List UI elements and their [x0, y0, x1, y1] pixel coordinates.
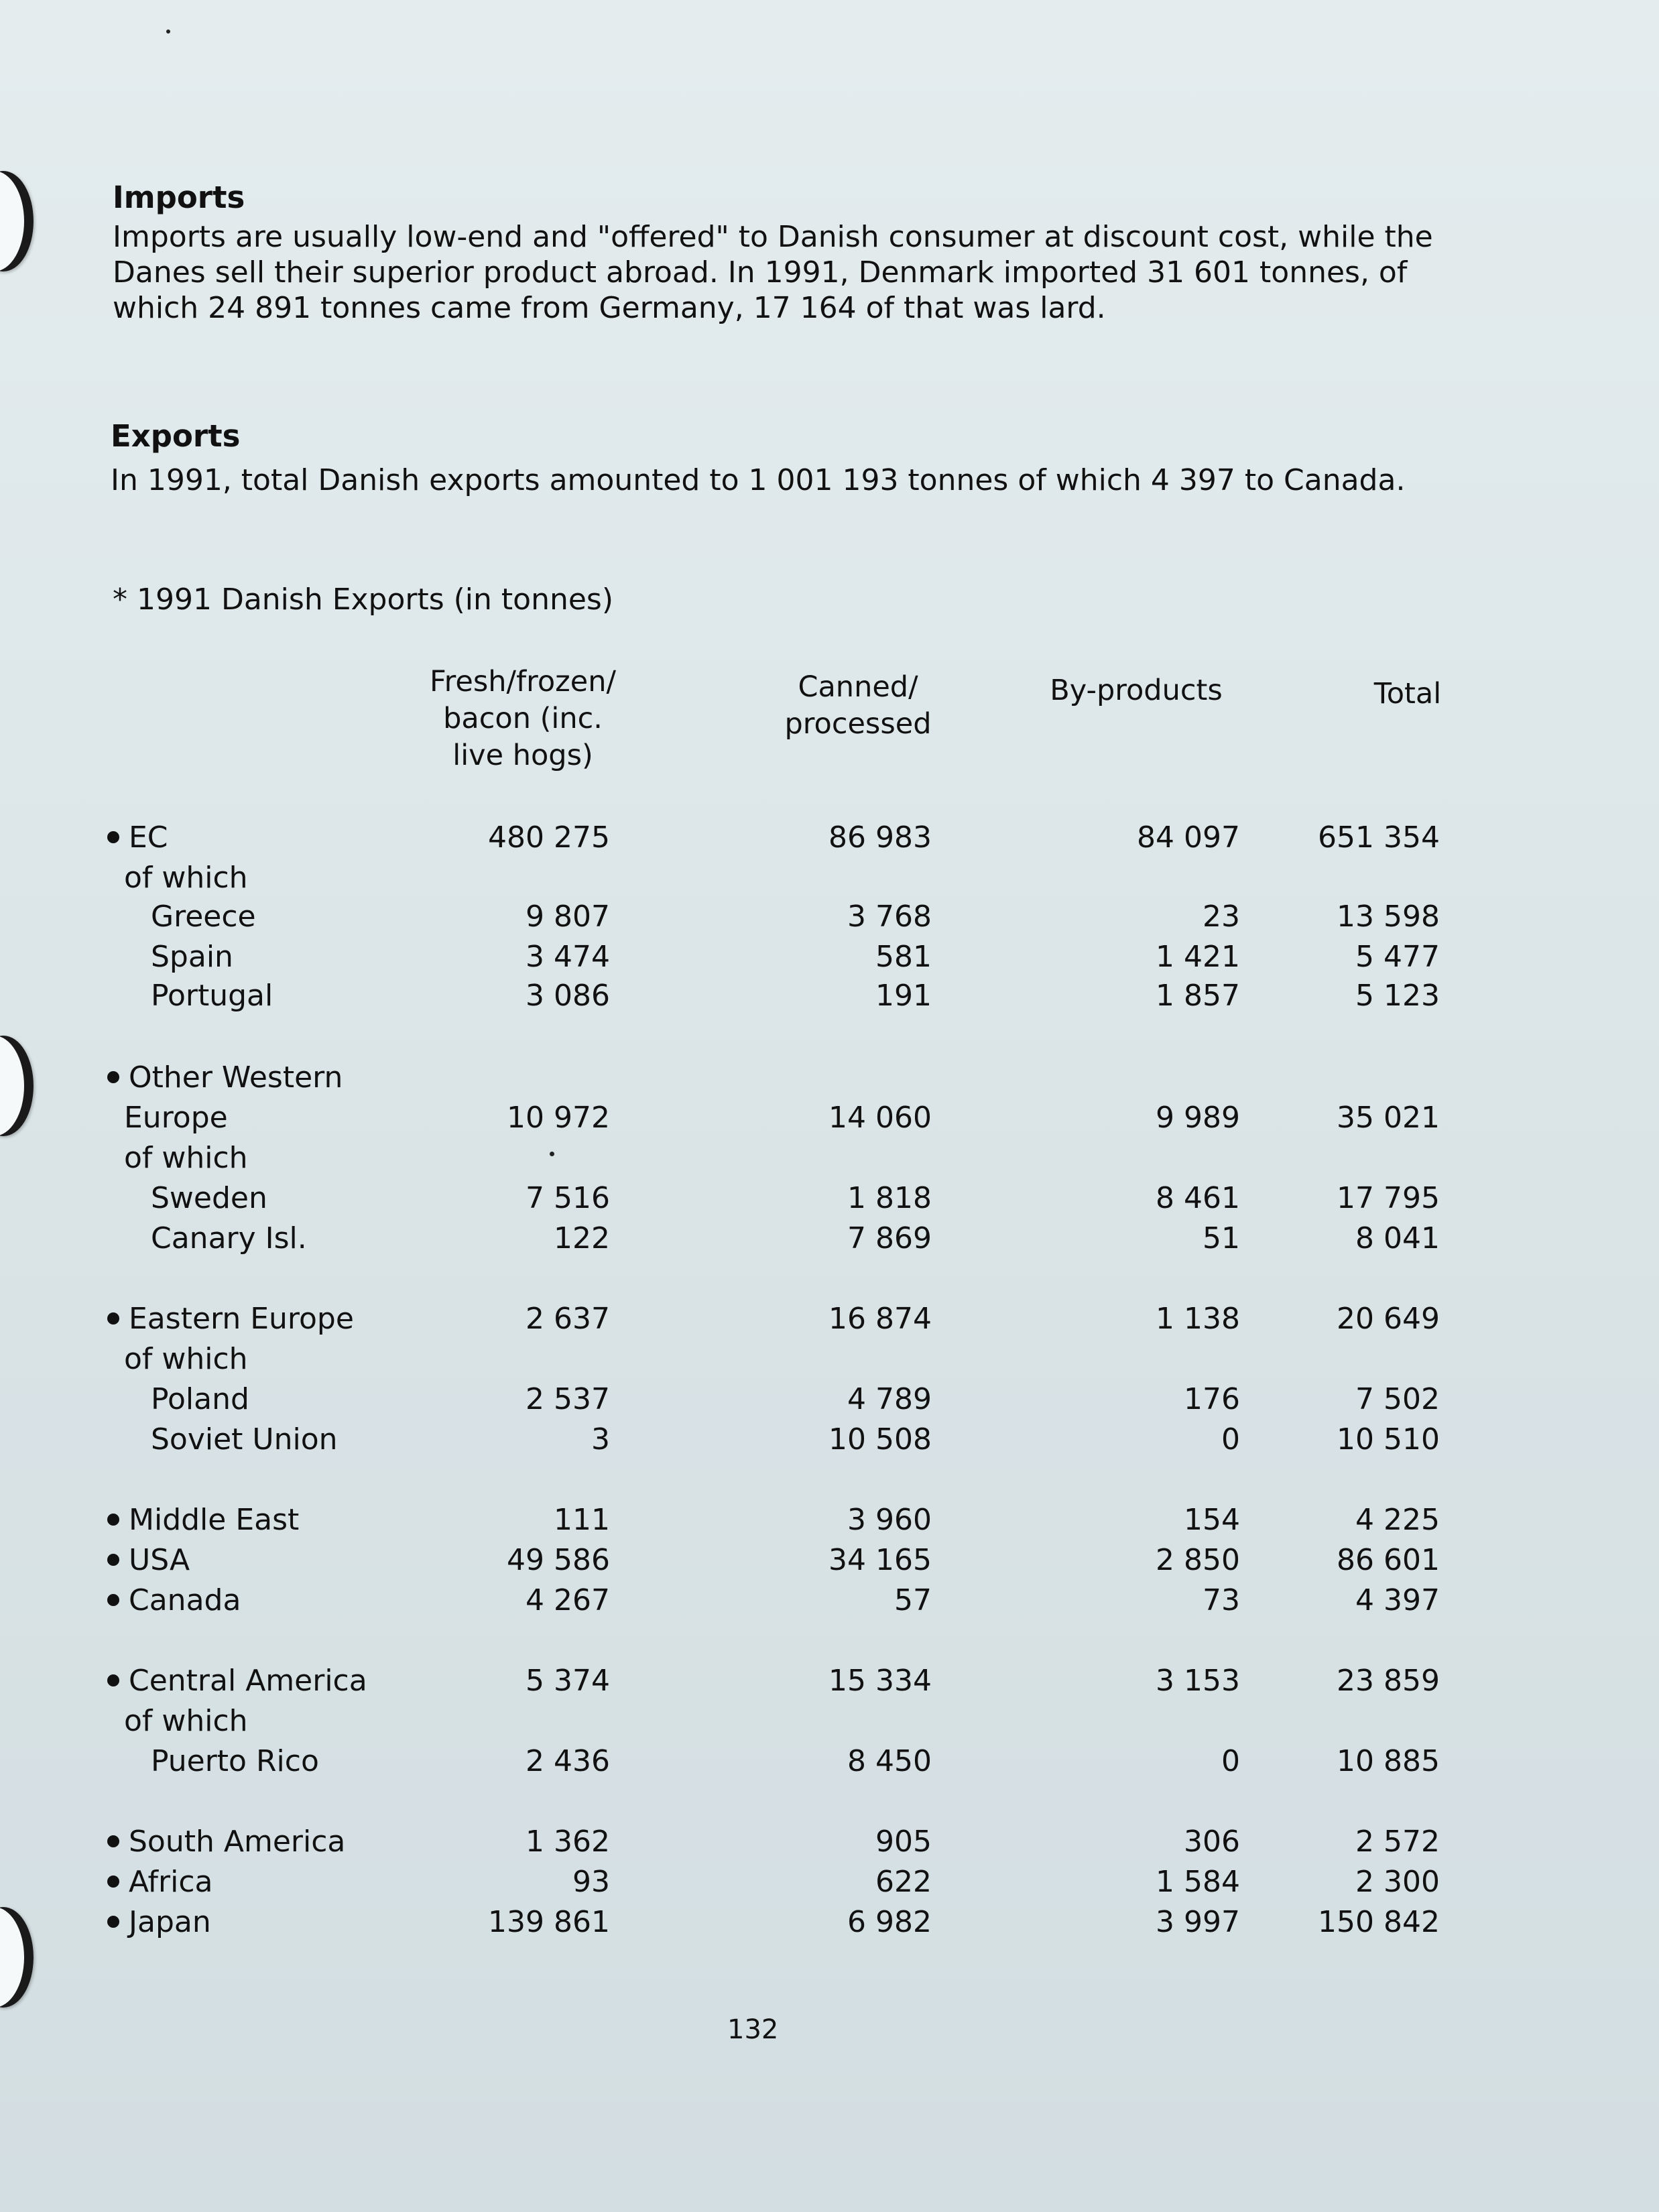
- cell-canned: 622: [875, 1865, 932, 1899]
- page-number: 132: [727, 2014, 779, 2045]
- row-label-text: Greece: [151, 900, 256, 934]
- cell-total: 17 795: [1337, 1181, 1440, 1215]
- row-label: [151, 937, 233, 977]
- cell-total: 4 225: [1355, 1503, 1440, 1537]
- row-label: [151, 976, 273, 1016]
- cell-total: 20 649: [1337, 1302, 1440, 1336]
- row-label-text: Spain: [151, 940, 233, 974]
- cell-fresh: 2 537: [526, 1382, 610, 1416]
- table-row: [0, 1581, 1659, 1621]
- cell-by-products: 9 989: [1156, 1101, 1240, 1135]
- cell-by-products: 3 997: [1156, 1905, 1240, 1939]
- row-label: [151, 1741, 319, 1782]
- row-label: [107, 1299, 354, 1339]
- imports-paragraph: Imports are usually low-end and "offered" to Danish consumer at discount cost, while the Danes sell their superior product abroad. In 1991, Denmark imported 31 601 tonnes, of which 24 891 tonnes came from Germany, 17 164 of that was lard.: [113, 220, 1433, 325]
- table-row: [0, 1500, 1659, 1540]
- column-header-line: bacon (inc.: [443, 702, 603, 735]
- exports-paragraph: In 1991, total Danish exports amounted to 1 001 193 tonnes of which 4 397 to Canada.: [111, 463, 1406, 497]
- row-label: [107, 1902, 211, 1943]
- table-row: [0, 1540, 1659, 1581]
- exports-heading: Exports: [111, 418, 241, 454]
- imports-heading: Imports: [113, 180, 245, 215]
- cell-by-products: 84 097: [1137, 820, 1240, 855]
- row-label-text: Soviet Union: [151, 1422, 338, 1457]
- row-label-text: USA: [129, 1543, 190, 1577]
- cell-canned: 4 789: [847, 1382, 932, 1416]
- row-label: [124, 1098, 228, 1138]
- cell-by-products: 0: [1221, 1422, 1240, 1457]
- cell-canned: 3 960: [847, 1503, 932, 1537]
- table-row: [0, 858, 1659, 898]
- cell-canned: 57: [894, 1583, 932, 1617]
- table-row: [0, 1379, 1659, 1420]
- row-label-text: Middle East: [129, 1503, 300, 1537]
- cell-canned: 16 874: [828, 1302, 932, 1336]
- row-label: [107, 1058, 343, 1098]
- bullet-icon: [107, 1514, 119, 1526]
- row-label-text: Puerto Rico: [151, 1744, 319, 1778]
- table-row: [0, 937, 1659, 977]
- cell-by-products: 2 850: [1156, 1543, 1240, 1577]
- row-label: [151, 1178, 267, 1219]
- row-label: [151, 1420, 338, 1460]
- cell-total: 7 502: [1355, 1382, 1440, 1416]
- table-row: [0, 1701, 1659, 1741]
- cell-total: 8 041: [1355, 1221, 1440, 1255]
- cell-fresh: 1 362: [526, 1825, 610, 1859]
- row-label-text: Canada: [129, 1583, 241, 1617]
- cell-canned: 905: [875, 1825, 932, 1859]
- row-label-text: EC: [129, 820, 168, 855]
- column-header-line: processed: [784, 707, 932, 741]
- cell-by-products: 1 421: [1156, 940, 1240, 974]
- column-header-total: Total: [1373, 677, 1442, 711]
- column-header-canned: [751, 669, 965, 743]
- cell-total: 23 859: [1337, 1664, 1440, 1698]
- cell-fresh: 3: [591, 1422, 610, 1457]
- cell-fresh: 10 972: [507, 1101, 610, 1135]
- cell-fresh: 2 637: [526, 1302, 610, 1336]
- row-label-text: Central America: [129, 1664, 367, 1698]
- column-header-fresh: [402, 664, 643, 774]
- table-row: [0, 1862, 1659, 1902]
- table-row: [0, 1661, 1659, 1701]
- row-label-text: of which: [124, 861, 248, 895]
- cell-total: 150 842: [1318, 1905, 1440, 1939]
- row-label: [124, 858, 248, 898]
- table-row: [0, 1822, 1659, 1862]
- cell-fresh: 139 861: [488, 1905, 610, 1939]
- cell-canned: 3 768: [847, 900, 932, 934]
- row-label: [107, 1581, 241, 1621]
- row-label: [151, 1219, 307, 1259]
- column-header-line: Canned/: [798, 670, 918, 704]
- table-title: * 1991 Danish Exports (in tonnes): [113, 582, 614, 617]
- paper-speck: [166, 29, 170, 34]
- table-row: [0, 1902, 1659, 1943]
- bullet-icon: [107, 1312, 119, 1325]
- bullet-icon: [107, 831, 119, 843]
- cell-by-products: 8 461: [1156, 1181, 1240, 1215]
- column-header-line: Fresh/frozen/: [430, 665, 616, 698]
- cell-fresh: 111: [554, 1503, 610, 1537]
- cell-canned: 581: [875, 940, 932, 974]
- cell-total: 10 510: [1337, 1422, 1440, 1457]
- row-label: [107, 1822, 345, 1862]
- cell-total: 2 300: [1355, 1865, 1440, 1899]
- table-row: [0, 1420, 1659, 1460]
- row-label: [151, 897, 256, 937]
- cell-canned: 7 869: [847, 1221, 932, 1255]
- row-label-text: of which: [124, 1342, 248, 1376]
- table-row: [0, 1299, 1659, 1339]
- row-label: [124, 1138, 248, 1178]
- cell-by-products: 1 857: [1156, 979, 1240, 1013]
- row-label: [107, 818, 168, 858]
- bullet-icon: [107, 1916, 119, 1928]
- row-label: [107, 1500, 299, 1540]
- row-label: [124, 1701, 248, 1741]
- row-label-text: Portugal: [151, 979, 273, 1013]
- row-label-text: South America: [129, 1825, 346, 1859]
- cell-canned: 8 450: [847, 1744, 932, 1778]
- table-row: [0, 1219, 1659, 1259]
- row-label-text: Europe: [124, 1101, 228, 1135]
- table-row: [0, 1138, 1659, 1178]
- cell-fresh: 480 275: [488, 820, 610, 855]
- cell-by-products: 0: [1221, 1744, 1240, 1778]
- table-row: [0, 1098, 1659, 1138]
- cell-total: 5 477: [1355, 940, 1440, 974]
- bullet-icon: [107, 1071, 119, 1083]
- bullet-icon: [107, 1835, 119, 1847]
- cell-fresh: 122: [554, 1221, 610, 1255]
- row-label-text: Other Western: [129, 1060, 343, 1095]
- row-label: [107, 1862, 213, 1902]
- cell-by-products: 306: [1184, 1825, 1240, 1859]
- cell-canned: 15 334: [828, 1664, 932, 1698]
- row-label-text: Eastern Europe: [129, 1302, 354, 1336]
- column-header-by-products: By-products: [1050, 674, 1223, 707]
- cell-fresh: 9 807: [526, 900, 610, 934]
- bullet-icon: [107, 1674, 119, 1686]
- cell-fresh: 93: [572, 1865, 610, 1899]
- column-header-line: live hogs): [452, 739, 593, 772]
- row-label: [107, 1540, 190, 1581]
- cell-total: 35 021: [1337, 1101, 1440, 1135]
- cell-canned: 10 508: [828, 1422, 932, 1457]
- cell-by-products: 176: [1184, 1382, 1240, 1416]
- cell-by-products: 1 584: [1156, 1865, 1240, 1899]
- row-label: [151, 1379, 249, 1420]
- row-label-text: Sweden: [151, 1181, 267, 1215]
- bullet-icon: [107, 1594, 119, 1606]
- row-label-text: Poland: [151, 1382, 249, 1416]
- cell-canned: 1 818: [847, 1181, 932, 1215]
- table-row: [0, 818, 1659, 858]
- cell-total: 86 601: [1337, 1543, 1440, 1577]
- row-label-text: Africa: [129, 1865, 213, 1899]
- cell-fresh: 2 436: [526, 1744, 610, 1778]
- cell-canned: 6 982: [847, 1905, 932, 1939]
- cell-by-products: 3 153: [1156, 1664, 1240, 1698]
- cell-canned: 191: [875, 979, 932, 1013]
- cell-by-products: 154: [1184, 1503, 1240, 1537]
- cell-total: 2 572: [1355, 1825, 1440, 1859]
- bullet-icon: [107, 1554, 119, 1566]
- cell-fresh: 3 086: [526, 979, 610, 1013]
- cell-total: 5 123: [1355, 979, 1440, 1013]
- row-label-text: of which: [124, 1141, 248, 1175]
- cell-by-products: 51: [1203, 1221, 1240, 1255]
- cell-by-products: 1 138: [1156, 1302, 1240, 1336]
- cell-by-products: 23: [1203, 900, 1240, 934]
- row-label-text: Japan: [129, 1905, 211, 1939]
- row-label-text: of which: [124, 1704, 248, 1738]
- cell-canned: 86 983: [828, 820, 932, 855]
- cell-total: 4 397: [1355, 1583, 1440, 1617]
- table-row: [0, 1339, 1659, 1379]
- table-row: [0, 1178, 1659, 1219]
- cell-fresh: 3 474: [526, 940, 610, 974]
- cell-fresh: 7 516: [526, 1181, 610, 1215]
- cell-total: 13 598: [1337, 900, 1440, 934]
- cell-total: 10 885: [1337, 1744, 1440, 1778]
- bullet-icon: [107, 1876, 119, 1888]
- row-label: [107, 1661, 367, 1701]
- row-label-text: Canary Isl.: [151, 1221, 307, 1255]
- cell-fresh: 49 586: [507, 1543, 610, 1577]
- table-row: [0, 976, 1659, 1016]
- cell-canned: 34 165: [828, 1543, 932, 1577]
- cell-canned: 14 060: [828, 1101, 932, 1135]
- cell-total: 651 354: [1318, 820, 1440, 855]
- table-row: [0, 1058, 1659, 1098]
- cell-fresh: 5 374: [526, 1664, 610, 1698]
- table-row: [0, 1741, 1659, 1782]
- row-label: [124, 1339, 248, 1379]
- table-row: [0, 897, 1659, 937]
- cell-fresh: 4 267: [526, 1583, 610, 1617]
- cell-by-products: 73: [1203, 1583, 1240, 1617]
